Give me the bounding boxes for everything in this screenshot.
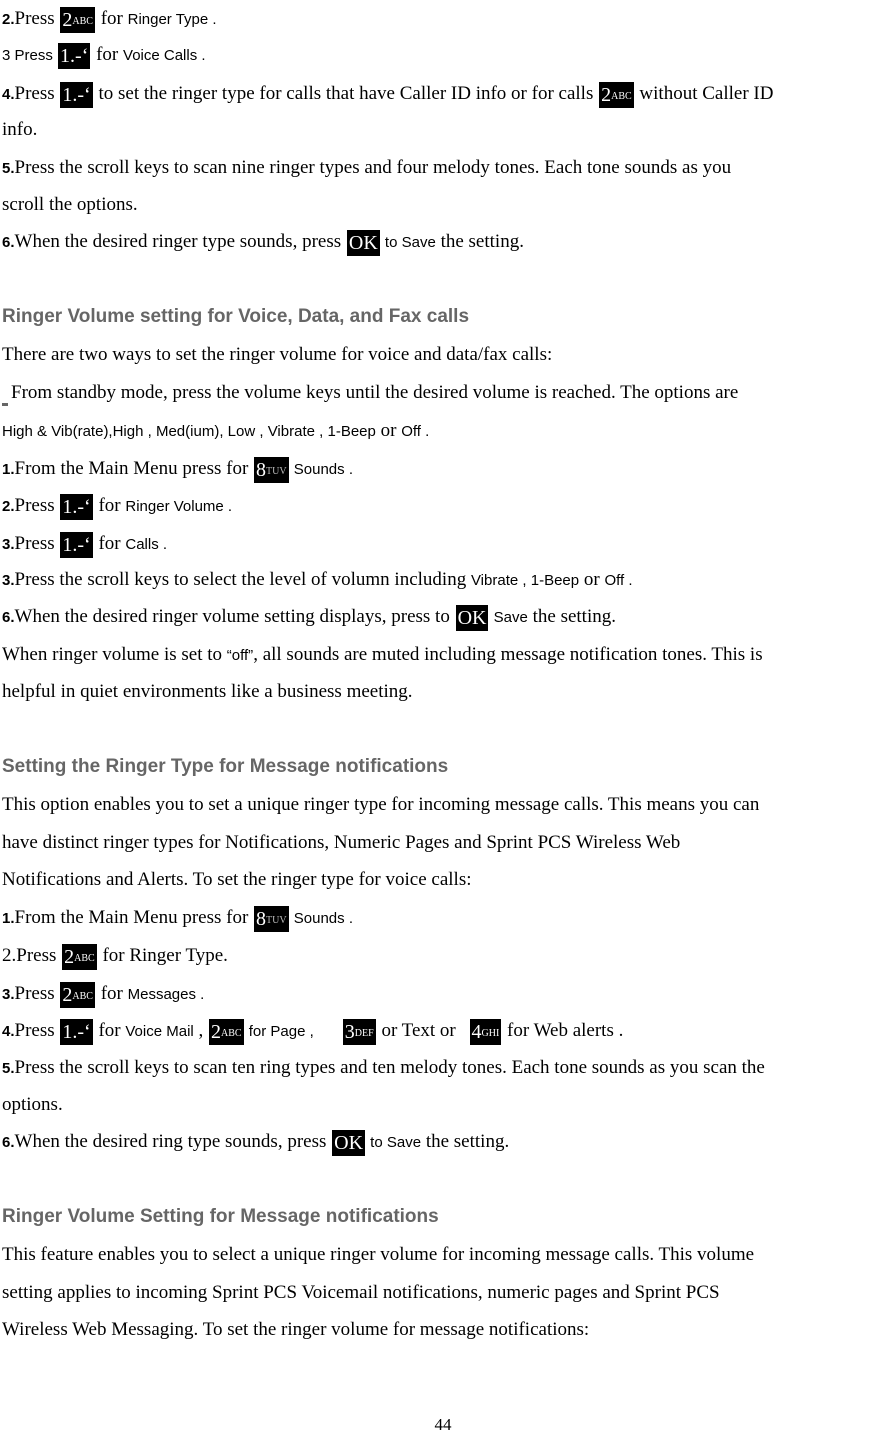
step-3-calls: 3.Press 1.-‘ for Calls . — [2, 533, 168, 556]
paragraph: This option enables you to set a unique ringer type for incoming message calls. This means you can — [2, 794, 760, 815]
ok-key-icon: OK — [334, 1131, 364, 1154]
step-4-caller-id: 4.Press 1.-‘ to set the ringer type for calls that have Caller ID info or for calls $2^{ABC}$ without Caller ID — [2, 83, 774, 106]
step-5-scroll: 5.Press the scroll keys to scan nine ringer types and four melody tones. Each tone sounds as you — [2, 157, 732, 178]
key-4-icon: $4^{GHI}$ — [471, 1020, 500, 1043]
ok-key-icon: OK — [348, 231, 378, 254]
step-5-continued: options. — [2, 1094, 63, 1115]
paragraph: Notifications and Alerts. To set the ringer type for voice calls: — [2, 869, 472, 890]
step-2-ringer-type: 2.Press $2^{ABC}$ for Ringer Type . — [2, 8, 217, 31]
bullet-item: From standby mode, press the volume keys until the desired volume is reached. The options are — [2, 380, 882, 406]
paragraph: setting applies to incoming Sprint PCS Voicemail notifications, numeric pages and Sprint PCS — [2, 1282, 720, 1303]
key-1-icon: 1.-‘ — [62, 495, 91, 518]
note-off: When ringer volume is set to “off”, all sounds are muted including message notification tones. This is — [2, 644, 763, 665]
key-2-icon: $2^{ABC}$ — [62, 8, 93, 31]
key-1-icon: 1.-‘ — [60, 44, 89, 67]
key-8-icon: $8^{TUV}$ — [256, 907, 287, 930]
section-heading-message-volume: Ringer Volume Setting for Message notifications — [2, 1206, 439, 1227]
key-1-icon: 1.-‘ — [62, 1020, 91, 1043]
step-5-scroll: 5.Press the scroll keys to scan ten ring types and ten melody tones. Each tone sounds as you scan the — [2, 1057, 765, 1078]
step-4-alert-types: 4.Press 1.-‘ for Voice Mail , $2^{ABC}$ for Page , $3^{DEF}$ or Text or $4^{GHI}$ for Web alerts . — [2, 1020, 624, 1043]
key-2-icon: $2^{ABC}$ — [601, 83, 632, 106]
step-2-ringer-volume: 2.Press 1.-‘ for Ringer Volume . — [2, 495, 233, 518]
step-6-save: 6.When the desired ringer type sounds, press OK to Save the setting. — [2, 231, 524, 254]
page-number: 44 — [434, 1415, 452, 1434]
paragraph: have distinct ringer types for Notifications, Numeric Pages and Sprint PCS Wireless Web — [2, 832, 681, 853]
key-1-icon: 1.-‘ — [62, 83, 91, 106]
step-4-continued: info. — [2, 119, 38, 140]
step-1-main-menu: 1.From the Main Menu press for $8^{TUV}$ Sounds . — [2, 907, 353, 930]
volume-options: High & Vib(rate),High , Med(ium), Low , Vibrate , 1-Beep or Off . — [2, 420, 430, 441]
step-3-voice-calls: 3 Press 1.-‘ for Voice Calls . — [2, 44, 206, 67]
step-2-ringer-type: 2.Press $2^{ABC}$ for Ringer Type. — [2, 945, 228, 968]
key-2-icon: $2^{ABC}$ — [64, 945, 95, 968]
step-1-main-menu: 1.From the Main Menu press for $8^{TUV}$ Sounds . — [2, 458, 353, 481]
step-6-save: 6.When the desired ring type sounds, press OK to Save the setting. — [2, 1131, 510, 1154]
paragraph: This feature enables you to select a unique ringer volume for incoming message calls. This volume — [2, 1244, 755, 1265]
key-2-icon: $2^{ABC}$ — [62, 983, 93, 1006]
step-6-save-volume: 6.When the desired ringer volume setting displays, press to OK Save the setting. — [2, 606, 616, 629]
step-3-messages: 3.Press $2^{ABC}$ for Messages . — [2, 983, 205, 1006]
key-2-icon: $2^{ABC}$ — [211, 1020, 242, 1043]
paragraph: Wireless Web Messaging. To set the ringer volume for message notifications: — [2, 1319, 590, 1340]
key-8-icon: $8^{TUV}$ — [256, 458, 287, 481]
ok-key-icon: OK — [457, 606, 487, 629]
paragraph: There are two ways to set the ringer volume for voice and data/fax calls: — [2, 344, 553, 365]
section-heading-ringer-volume: Ringer Volume setting for Voice, Data, and Fax calls — [2, 306, 470, 327]
step-5-continued: scroll the options. — [2, 194, 138, 215]
step-3-scroll-level: 3.Press the scroll keys to select the level of volumn including Vibrate , 1-Beep or Off . — [2, 569, 633, 590]
bullet-icon — [2, 403, 8, 406]
key-3-icon: $3^{DEF}$ — [344, 1020, 374, 1043]
section-heading-message-ringer-type: Setting the Ringer Type for Message notifications — [2, 756, 449, 777]
key-1-icon: 1.-‘ — [62, 533, 91, 556]
step-number: 2. — [2, 11, 15, 28]
note-continued: helpful in quiet environments like a business meeting. — [2, 681, 413, 702]
